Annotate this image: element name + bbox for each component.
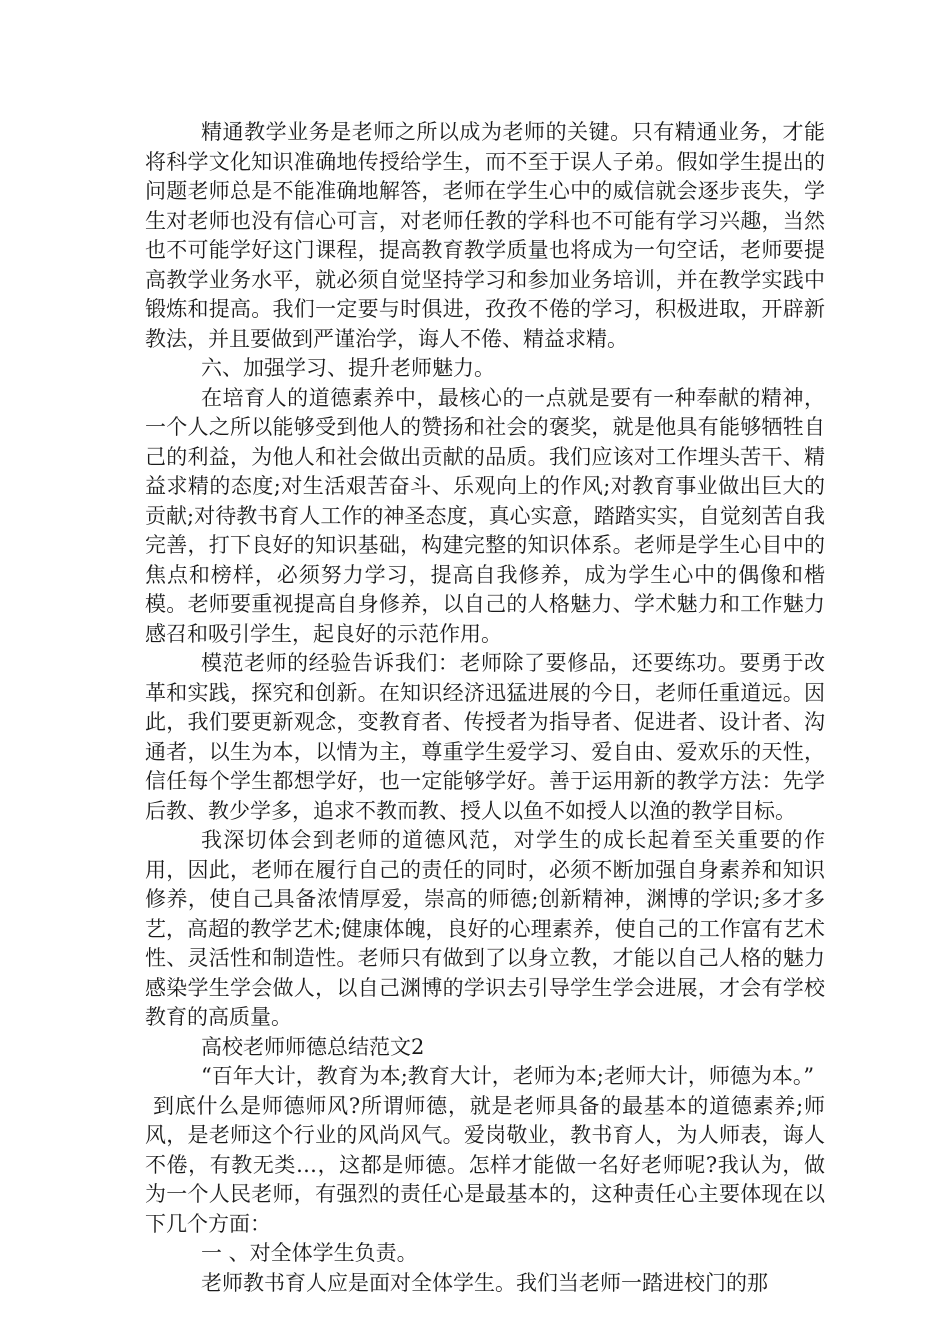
paragraph-model-teacher: 模范老师的经验告诉我们：老师除了要修品，还要练功。要勇于改革和实践，探究和创新。在知识经济迅猛进展的今日，老师任重道远。因此，我们要更新观念，变教育者、传授者为指导者、促进者、设计者、沟通者，以生为本，以情为主，尊重学生爱学习、爱自由、爱欢乐的天性，信任每个学生都想学好，也一定能够学好。善于运用新的教学方法：先学后教、教少学多，追求不教而教、授人以鱼不如授人以渔的教学目标。: [145, 651, 825, 823]
section-heading-six: 六、加强学习、提升老师魅力。: [201, 356, 495, 380]
paragraph-quote: “百年大计，教育为本;教育大计，老师为本;老师大计，师德为本。”: [201, 1064, 815, 1088]
paragraph-what-is-ethics: 到底什么是师德师风?所谓师德，就是老师具备的最基本的道德素养;师风，是老师这个行业的风尚风气。爱岗敬业，教书育人，为人师表，诲人不倦，有教无类…，这都是师德。怎样才能做一名好老师呢?我认为，做为一个人民老师，有强烈的责任心是最基本的，这种责任心主要体现在以下几个方面：: [145, 1093, 825, 1236]
document-page: [145, 118, 825, 1298]
paragraph-moral-style: 我深切体会到老师的道德风范，对学生的成长起着至关重要的作用，因此，老师在履行自己的责任的同时，必须不断加强自身素养和知识修养，使自己具备浓情厚爱，崇高的师德;创新精神，渊博的学识;多才多艺，高超的教学艺术;健康体魄，良好的心理素养，使自己的工作富有艺术性、灵活性和制造性。老师只有做到了以身立教，才能以自己人格的魅力感染学生学会做人，以自己渊博的学识去引导学生学会进展，才会有学校教育的高质量。: [145, 828, 825, 1029]
paragraph-all-students: 老师教书育人应是面对全体学生。我们当老师一踏进校门的那: [201, 1270, 768, 1295]
paragraph-dedication: 在培育人的道德素养中，最核心的一点就是要有一种奉献的精神，一个人之所以能够受到他人的赞扬和社会的褒奖，就是他具有能够牺牲自己的利益，为他人和社会做出贡献的品质。我们应该对工作埋头苦干、精益求精的态度;对生活艰苦奋斗、乐观向上的作风;对教育事业做出巨大的贡献;对待教书育人工作的神圣态度，真心实意，踏踏实实，自觉刻苦自我完善，打下良好的知识基础，构建完整的知识体系。老师是学生心目中的焦点和榜样，必须努力学习，提高自我修养，成为学生心中的偶像和楷模。老师要重视提高自身修养，以自己的人格魅力、学术魅力和工作魅力感召和吸引学生，起良好的示范作用。: [145, 385, 825, 646]
paragraph-teaching-business: 精通教学业务是老师之所以成为老师的关键。只有精通业务，才能将科学文化知识准确地传授给学生，而不至于误人子弟。假如学生提出的问题老师总是不能准确地解答，老师在学生心中的威信就会逐步丧失，学生对老师也没有信心可言，对老师任教的学科也不可能有学习兴趣，当然也不可能学好这门课程，提高教育教学质量也将成为一句空话，老师要提高教学业务水平，就必须自觉坚持学习和参加业务培训，并在教学实践中锻炼和提高。我们一定要与时俱进，孜孜不倦的学习，积极进取，开辟新教法，并且要做到严谨治学，诲人不倦、精益求精。: [145, 120, 825, 351]
document-subtitle: 高校老师师德总结范文2: [201, 1034, 425, 1059]
section-heading-one: 一 、对全体学生负责。: [201, 1241, 418, 1265]
